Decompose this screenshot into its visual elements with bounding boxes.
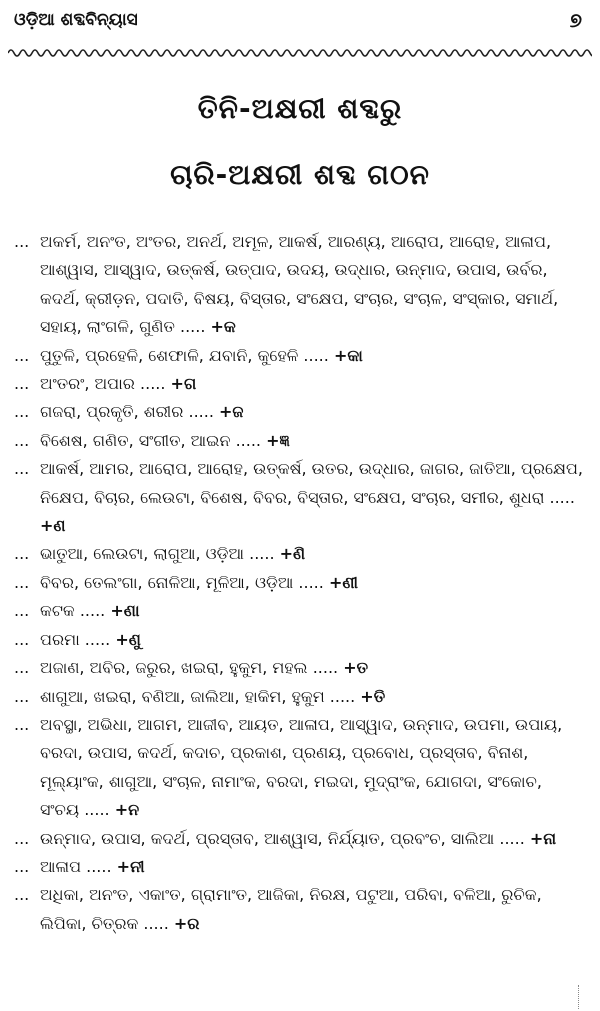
entry-words: ଗଜରା, ପ୍ରକୃତି, ଶରୀର [40,402,184,422]
list-item [14,342,586,370]
entry-separator: ..... [74,601,111,621]
entry-words: କଟକ [40,601,75,621]
entry-words: ଶାଗୁଆ, ଖଇରା, ବଣିଆ, ଜାଲିଆ, ହାକିମ, ହୁକୁମ [40,686,325,706]
list-item [14,228,586,342]
entry-words: ଅଜାଣ, ଅବିର, ଜରୁର, ଖଇରା, ହୁକୁମ, ମହଲ [40,658,308,678]
entry-leader: ... [14,374,30,394]
entry-suffix: +ନ [114,800,140,820]
page-edge-mark [578,985,580,1009]
list-item [14,398,586,426]
list-item [14,711,586,825]
entry-separator: ..... [174,317,211,337]
page-number: ୭ [569,8,582,32]
entry-suffix: +ଣା [110,601,140,621]
entry-words: ଆକର୍ଷ, ଆମର, ଆରୋପ, ଆରୋହ, ଉତ୍କର୍ଷ, ଉତର, ଉଦ୍ଧାର, ଜାଗର, ଜାତିଆ, ପ୍ରକ୍ଷେପ, ନିକ୍ଷେପ, ବିଚାର, ଲେଉଟା, ବିଶେଷ, ବିବର, ବିସ୍ତାର, ସଂକ୍ଷେପ, ସଂଚାର, ସମୀର, ଶୁଧରା [40,459,583,507]
entry-leader: ... [14,856,30,876]
entry-words: ଭାତୁଆ, ଲେଉଟା, ଲାଗୁଆ, ଓଡ଼ିଆ [40,544,245,564]
entry-suffix: +ଜ୍ଞ [266,430,290,450]
entry-separator: ..... [494,828,530,848]
list-item [14,626,586,654]
entry-separator: ..... [230,430,267,450]
entry-suffix: +ଣି [279,544,306,564]
entry-words: ବିଶେଷ, ଗଣିତ, ସଂଗୀତ, ଆଇନ [40,430,231,450]
list-item [14,597,586,625]
running-header [14,6,586,36]
entry-separator: ..... [307,658,344,678]
entry-leader: ... [14,459,30,479]
wavy-header-rule [8,46,592,60]
entry-separator: ..... [81,856,117,876]
entry-leader: ... [14,430,30,450]
entry-suffix: +କା [333,345,363,365]
entry-words: ଅକର୍ମ, ଅନଂତ, ଅଂତର, ଅନର୍ଥ, ଅମୂଳ, ଆକର୍ଷ, ଆରଣ୍ୟ, ଆରୋପ, ଆରୋହ, ଆଳାପ, ଆଶ୍ୱାସ, ଆସ୍ୱାଦ, ଉତ୍କର୍ଷ, ଉତ୍ପାଦ, ଉଦୟ, ଉଦ୍ଧାର, ଉନ୍ମାଦ, ଉପାସ, ଉର୍ବର, କଦର୍ଥ, କ୍ରୀଡ଼ନ, ପଦାତି, ବିଷୟ, ବିସ୍ତାର, ସଂକ୍ଷେପ, ସଂଚାର, ସଂଚାଳ, ସଂସ୍କାର, ସମାର୍ଥ, ସହାୟ, ଲାଂଗଳି, ଗୁଣିତ [40,232,559,337]
entry-separator: ..... [544,487,575,507]
entry-separator: ..... [79,800,115,820]
entry-suffix: +ତି [360,686,386,706]
entry-separator: ..... [244,544,280,564]
entry-leader: ... [14,885,30,905]
list-item [14,540,586,568]
list-item [14,683,586,711]
entry-leader: ... [14,686,30,706]
entry-suffix: +ର [173,913,200,933]
entry-words: ବିବର, ତେଲଂଗା, ନୋଳିଆ, ମୂଳିଆ, ଓଡ଼ିଆ [40,572,294,592]
entry-leader: ... [14,572,30,592]
entry-leader: ... [14,232,30,251]
entry-words: ଅବସ୍ଥା, ଅଭିଧା, ଆଗମ, ଆଜୀବ, ଆୟତ, ଆଳାପ, ଆସ୍ୱାଦ, ଉନ୍ମାଦ, ଉପମା, ଉପାୟ, ବରଦା, ଉପାସ, କଦର୍ଥ, କଦାଚ, ପ୍ରକାଶ, ପ୍ରଣୟ, ପ୍ରବୋଧ, ପ୍ରସ୍ତାବ, ବିନାଶ, ମୂଲ୍ୟାଂକ, ଶାଗୁଆ, ସଂଚାଳ, ନାମାଂକ, ବରଦା, ମଇଦା, ମୁଦ୍ରାଂକ, ଯୋଗଦା, ସଂକୋଚ, ସଂଚୟ [40,714,563,820]
entry-separator: ..... [134,374,171,394]
entry-suffix: +ଣୁ [115,629,141,649]
entry-suffix: +ଣ [40,516,66,536]
list-item [14,853,586,881]
entry-leader: ... [14,601,30,621]
word-list [14,228,586,938]
entry-words: ଅଧିକା, ଅନଂତ, ଏକାଂତ, ଗ୍ରାମାଂତ, ଆଜିକା, ନିରକ୍ଷ, ପଟୁଆ, ପରିବା, ବଳିଆ, ରୁଚିକ, ଲିପିକା, ଚିତ୍ରକ [40,885,542,933]
entry-separator: ..... [324,686,361,706]
entry-suffix: +ଜ [219,402,244,422]
list-item [14,427,586,455]
entry-leader: ... [14,629,30,649]
entry-words: ଉନ୍ମାଦ, ଉପାସ, କଦର୍ଥ, ପ୍ରସ୍ତାବ, ଆଶ୍ୱାସ, ନିର୍ଯ୍ୟାତ, ପ୍ରବଂଚ, ସାଲିଆ [40,828,495,848]
entry-words: ପୁତୁଳି, ପ୍ରହେଳି, ଶେଫାଳି, ଯବାନି, କୁହେଳି [40,345,299,365]
list-item [14,370,586,398]
list-item [14,881,586,938]
entry-suffix: +କ [210,317,236,337]
entry-words: ଆଳାପ [40,856,82,876]
list-item [14,825,586,853]
entry-separator: ..... [183,402,219,422]
entry-leader: ... [14,402,30,422]
entry-separator: ..... [293,572,329,592]
entry-words: ଅଂତରଂ, ଅପାର [40,374,135,394]
entry-suffix: +ଗ [170,374,197,394]
book-title: ଓଡ଼ିଆ ଶବ୍ଦବିନ୍ୟାସ [14,10,138,30]
list-item [14,455,586,540]
entry-leader: ... [14,544,30,564]
list-item [14,654,586,682]
entry-words: ପରମା [40,629,80,649]
entry-separator: ..... [79,629,116,649]
entry-suffix: +ତ [343,658,369,678]
entry-suffix: +ନୀ [116,856,145,876]
section-title-line-2: ଚାରି-ଅକ୍ଷରୀ ଶବ୍ଦ ଗଠନ [170,158,430,191]
entry-separator: ..... [298,345,334,365]
entry-leader: ... [14,345,30,365]
list-item [14,569,586,597]
section-title-line-1: ତିନି-ଅକ୍ଷରୀ ଶବ୍ଦରୁ [197,92,403,125]
entry-leader: ... [14,828,30,848]
entry-separator: ..... [138,913,174,933]
entry-suffix: +ଣୀ [328,572,358,592]
entry-suffix: +ନା [529,828,557,848]
entry-leader: ... [14,658,30,678]
entry-leader: ... [14,714,30,734]
